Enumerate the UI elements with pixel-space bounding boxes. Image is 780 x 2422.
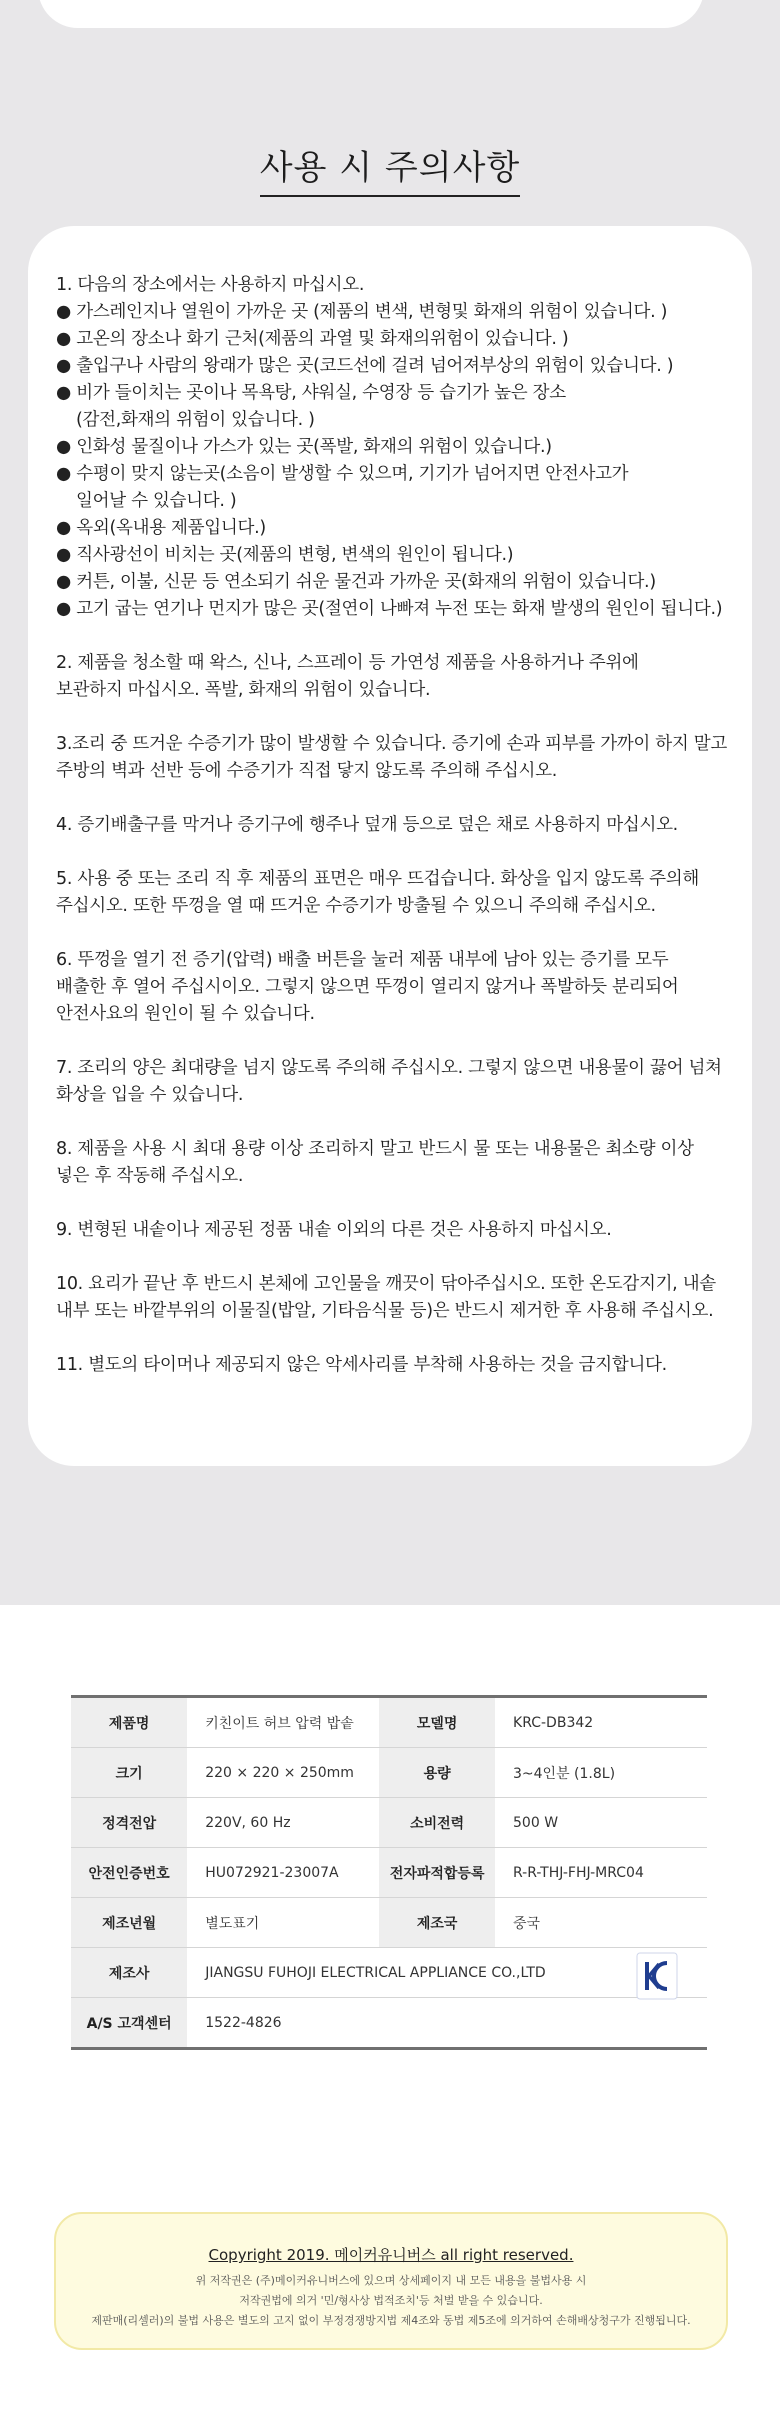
- notice-line: 4. 증기배출구를 막거나 증기구에 행주나 덮개 등으로 덮은 채로 사용하지 마십시오.: [56, 815, 678, 835]
- notice-line: ● 고기 굽는 연기나 먼지가 많은 곳(절연이 나빠져 누전 또는 화재 발생의 원인이 됩니다.): [56, 599, 723, 619]
- notice-line: 7. 조리의 양은 최대량을 넘지 않도록 주의해 주십시오. 그렇지 않으면 내용물이 끓어 넘쳐: [56, 1058, 722, 1078]
- notice-line: 보관하지 마십시오. 폭발, 화재의 위험이 있습니다.: [56, 680, 431, 700]
- spec-row: [71, 1798, 707, 1848]
- spec-value: KRC-DB342: [495, 1698, 707, 1748]
- copyright-notice-line: 제판매(리셀러)의 불법 사용은 별도의 고지 없이 부정경쟁방지법 제4조와 동법 제5조에 의거하여 손해배상청구가 진행됩니다.: [91, 2314, 691, 2327]
- spec-label: 크기: [71, 1748, 187, 1798]
- notice-line: 넣은 후 작동해 주십시오.: [56, 1166, 244, 1186]
- notice-item: [56, 1136, 736, 1190]
- notice-line: 5. 사용 중 또는 조리 직 후 제품의 표면은 매우 뜨겁습니다. 화상을 입지 않도록 주의해: [56, 869, 700, 889]
- notice-title: 사용 시 주의사항: [260, 140, 521, 197]
- notice-line: 2. 제품을 청소할 때 왁스, 신나, 스프레이 등 가연성 제품을 사용하거나 주위에: [56, 653, 639, 673]
- spec-value: R-R-THJ-FHJ-MRC04: [495, 1848, 707, 1898]
- spec-value: 500 W: [495, 1798, 707, 1848]
- notice-line: 배출한 후 열어 주십시이오. 그렇지 않으면 뚜껑이 열리지 않거나 폭발하듯 분리되어: [56, 977, 679, 997]
- copyright-notice-line: 저작권법에 의거 '민/형사상 법적조치'등 처벌 받을 수 있습니다.: [239, 2294, 543, 2307]
- notice-item: [56, 731, 736, 785]
- notice-line: ● 옥외(옥내용 제품입니다.): [56, 518, 266, 538]
- kc-certification-icon: [635, 1951, 679, 2001]
- spec-label: 소비전력: [379, 1798, 495, 1848]
- spec-label: 안전인증번호: [71, 1848, 187, 1898]
- notice-item: [56, 812, 736, 839]
- spec-row: [71, 1898, 707, 1948]
- notice-item: [56, 866, 736, 920]
- notice-line: 6. 뚜껑을 열기 전 증기(압력) 배출 버튼을 눌러 제품 내부에 남아 있는 증기를 모두: [56, 950, 669, 970]
- notice-line: 일어날 수 있습니다. ): [76, 491, 237, 511]
- notice-line: 9. 변형된 내솥이나 제공된 정품 내솥 이외의 다른 것은 사용하지 마십시오.: [56, 1220, 612, 1240]
- spec-table: [71, 1695, 707, 2050]
- notice-line: 1. 다음의 장소에서는 사용하지 마십시오.: [56, 275, 365, 295]
- spec-label: 전자파적합등록: [379, 1848, 495, 1898]
- spec-value: 별도표기: [187, 1898, 379, 1948]
- spec-value: 3~4인분 (1.8L): [495, 1748, 707, 1798]
- spec-value: JIANGSU FUHOJI ELECTRICAL APPLIANCE CO.,LTD: [187, 1948, 707, 1998]
- notice-item: [56, 947, 736, 1028]
- spec-label: 제조사: [71, 1948, 187, 1998]
- spec-row: [71, 1748, 707, 1798]
- spec-row: [71, 1848, 707, 1898]
- notice-line: 주방의 벽과 선반 등에 수증기가 직접 닿지 않도록 주의해 주십시오.: [56, 761, 557, 781]
- notice-item: [56, 1217, 736, 1244]
- notice-line: ● 비가 들이치는 곳이나 목욕탕, 샤워실, 수영장 등 습기가 높은 장소: [56, 383, 566, 403]
- spec-label: 제품명: [71, 1698, 187, 1748]
- spec-value: 220V, 60 Hz: [187, 1798, 379, 1848]
- notice-line: ● 가스레인지나 열원이 가까운 곳 (제품의 변색, 변형및 화재의 위험이 있습니다. ): [56, 302, 668, 322]
- notice-line: (감전,화재의 위험이 있습니다. ): [76, 410, 315, 430]
- copyright-notice-line: 위 저작권은 (주)메이커유니버스에 있으며 상세페이지 내 모든 내용을 불법사용 시: [195, 2274, 587, 2287]
- notice-line: 주십시오. 또한 뚜껑을 열 때 뜨거운 수증기가 방출될 수 있으니 주의해 주십시오.: [56, 896, 656, 916]
- notice-item: [56, 1271, 736, 1325]
- copyright-box: [54, 2212, 728, 2350]
- spec-value: 키친이트 허브 압력 밥솥: [187, 1698, 379, 1748]
- notice-line: ● 출입구나 사람의 왕래가 많은 곳(코드선에 걸려 넘어져부상의 위험이 있습니다. ): [56, 356, 674, 376]
- notice-item: [56, 1055, 736, 1109]
- spec-row: [71, 1948, 707, 1998]
- notice-line: 10. 요리가 끝난 후 반드시 본체에 고인물을 깨끗이 닦아주십시오. 또한 온도감지기, 내솥: [56, 1274, 716, 1294]
- spec-row: [71, 1998, 707, 2048]
- spec-label: 제조년월: [71, 1898, 187, 1948]
- copyright-text: Copyright 2019. 메이커유니버스 all right reserved.: [208, 2246, 574, 2264]
- notice-title-wrap: [0, 140, 780, 197]
- notice-line: ● 고온의 장소나 화기 근처(제품의 과열 및 화재의위험이 있습니다. ): [56, 329, 569, 349]
- spec-row: [71, 1698, 707, 1748]
- notice-line: 11. 별도의 타이머나 제공되지 않은 악세사리를 부착해 사용하는 것을 금지합니다.: [56, 1355, 667, 1375]
- spec-value: 중국: [495, 1898, 707, 1948]
- spec-label: 정격전압: [71, 1798, 187, 1848]
- notice-line: 안전사요의 원인이 될 수 있습니다.: [56, 1004, 315, 1024]
- notice-line: ● 커튼, 이불, 신문 등 연소되기 쉬운 물건과 가까운 곳(화재의 위험이 있습니다.): [56, 572, 656, 592]
- spec-value: 220 × 220 × 250mm: [187, 1748, 379, 1798]
- spec-label: 용량: [379, 1748, 495, 1798]
- spec-label: 모델명: [379, 1698, 495, 1748]
- spec-label: 제조국: [379, 1898, 495, 1948]
- spec-value: 1522-4826: [205, 2014, 282, 2031]
- notice-line: 3.조리 중 뜨거운 수증기가 많이 발생할 수 있습니다. 증기에 손과 피부를 가까이 하지 말고: [56, 734, 727, 754]
- notice-item: [56, 1352, 736, 1379]
- notice-line: 8. 제품을 사용 시 최대 용량 이상 조리하지 말고 반드시 물 또는 내용물은 최소량 이상: [56, 1139, 694, 1159]
- spec-value: HU072921-23007A: [187, 1848, 379, 1898]
- spec-label: A/S 고객센터: [71, 1998, 187, 2048]
- notice-line: 내부 또는 바깥부위의 이물질(밥알, 기타음식물 등)은 반드시 제거한 후 사용해 주십시오.: [56, 1301, 714, 1321]
- notice-line: ● 인화성 물질이나 가스가 있는 곳(폭발, 화재의 위험이 있습니다.): [56, 437, 552, 457]
- notice-item: [56, 650, 736, 704]
- notice-list: [56, 272, 736, 1406]
- notice-line: 화상을 입을 수 있습니다.: [56, 1085, 244, 1105]
- notice-line: ● 수평이 맞지 않는곳(소음이 발생할 수 있으며, 기기가 넘어지면 안전사고가: [56, 464, 629, 484]
- notice-item: [56, 272, 736, 623]
- notice-line: ● 직사광선이 비치는 곳(제품의 변형, 변색의 원인이 됩니다.): [56, 545, 514, 565]
- previous-card-edge: [38, 0, 704, 28]
